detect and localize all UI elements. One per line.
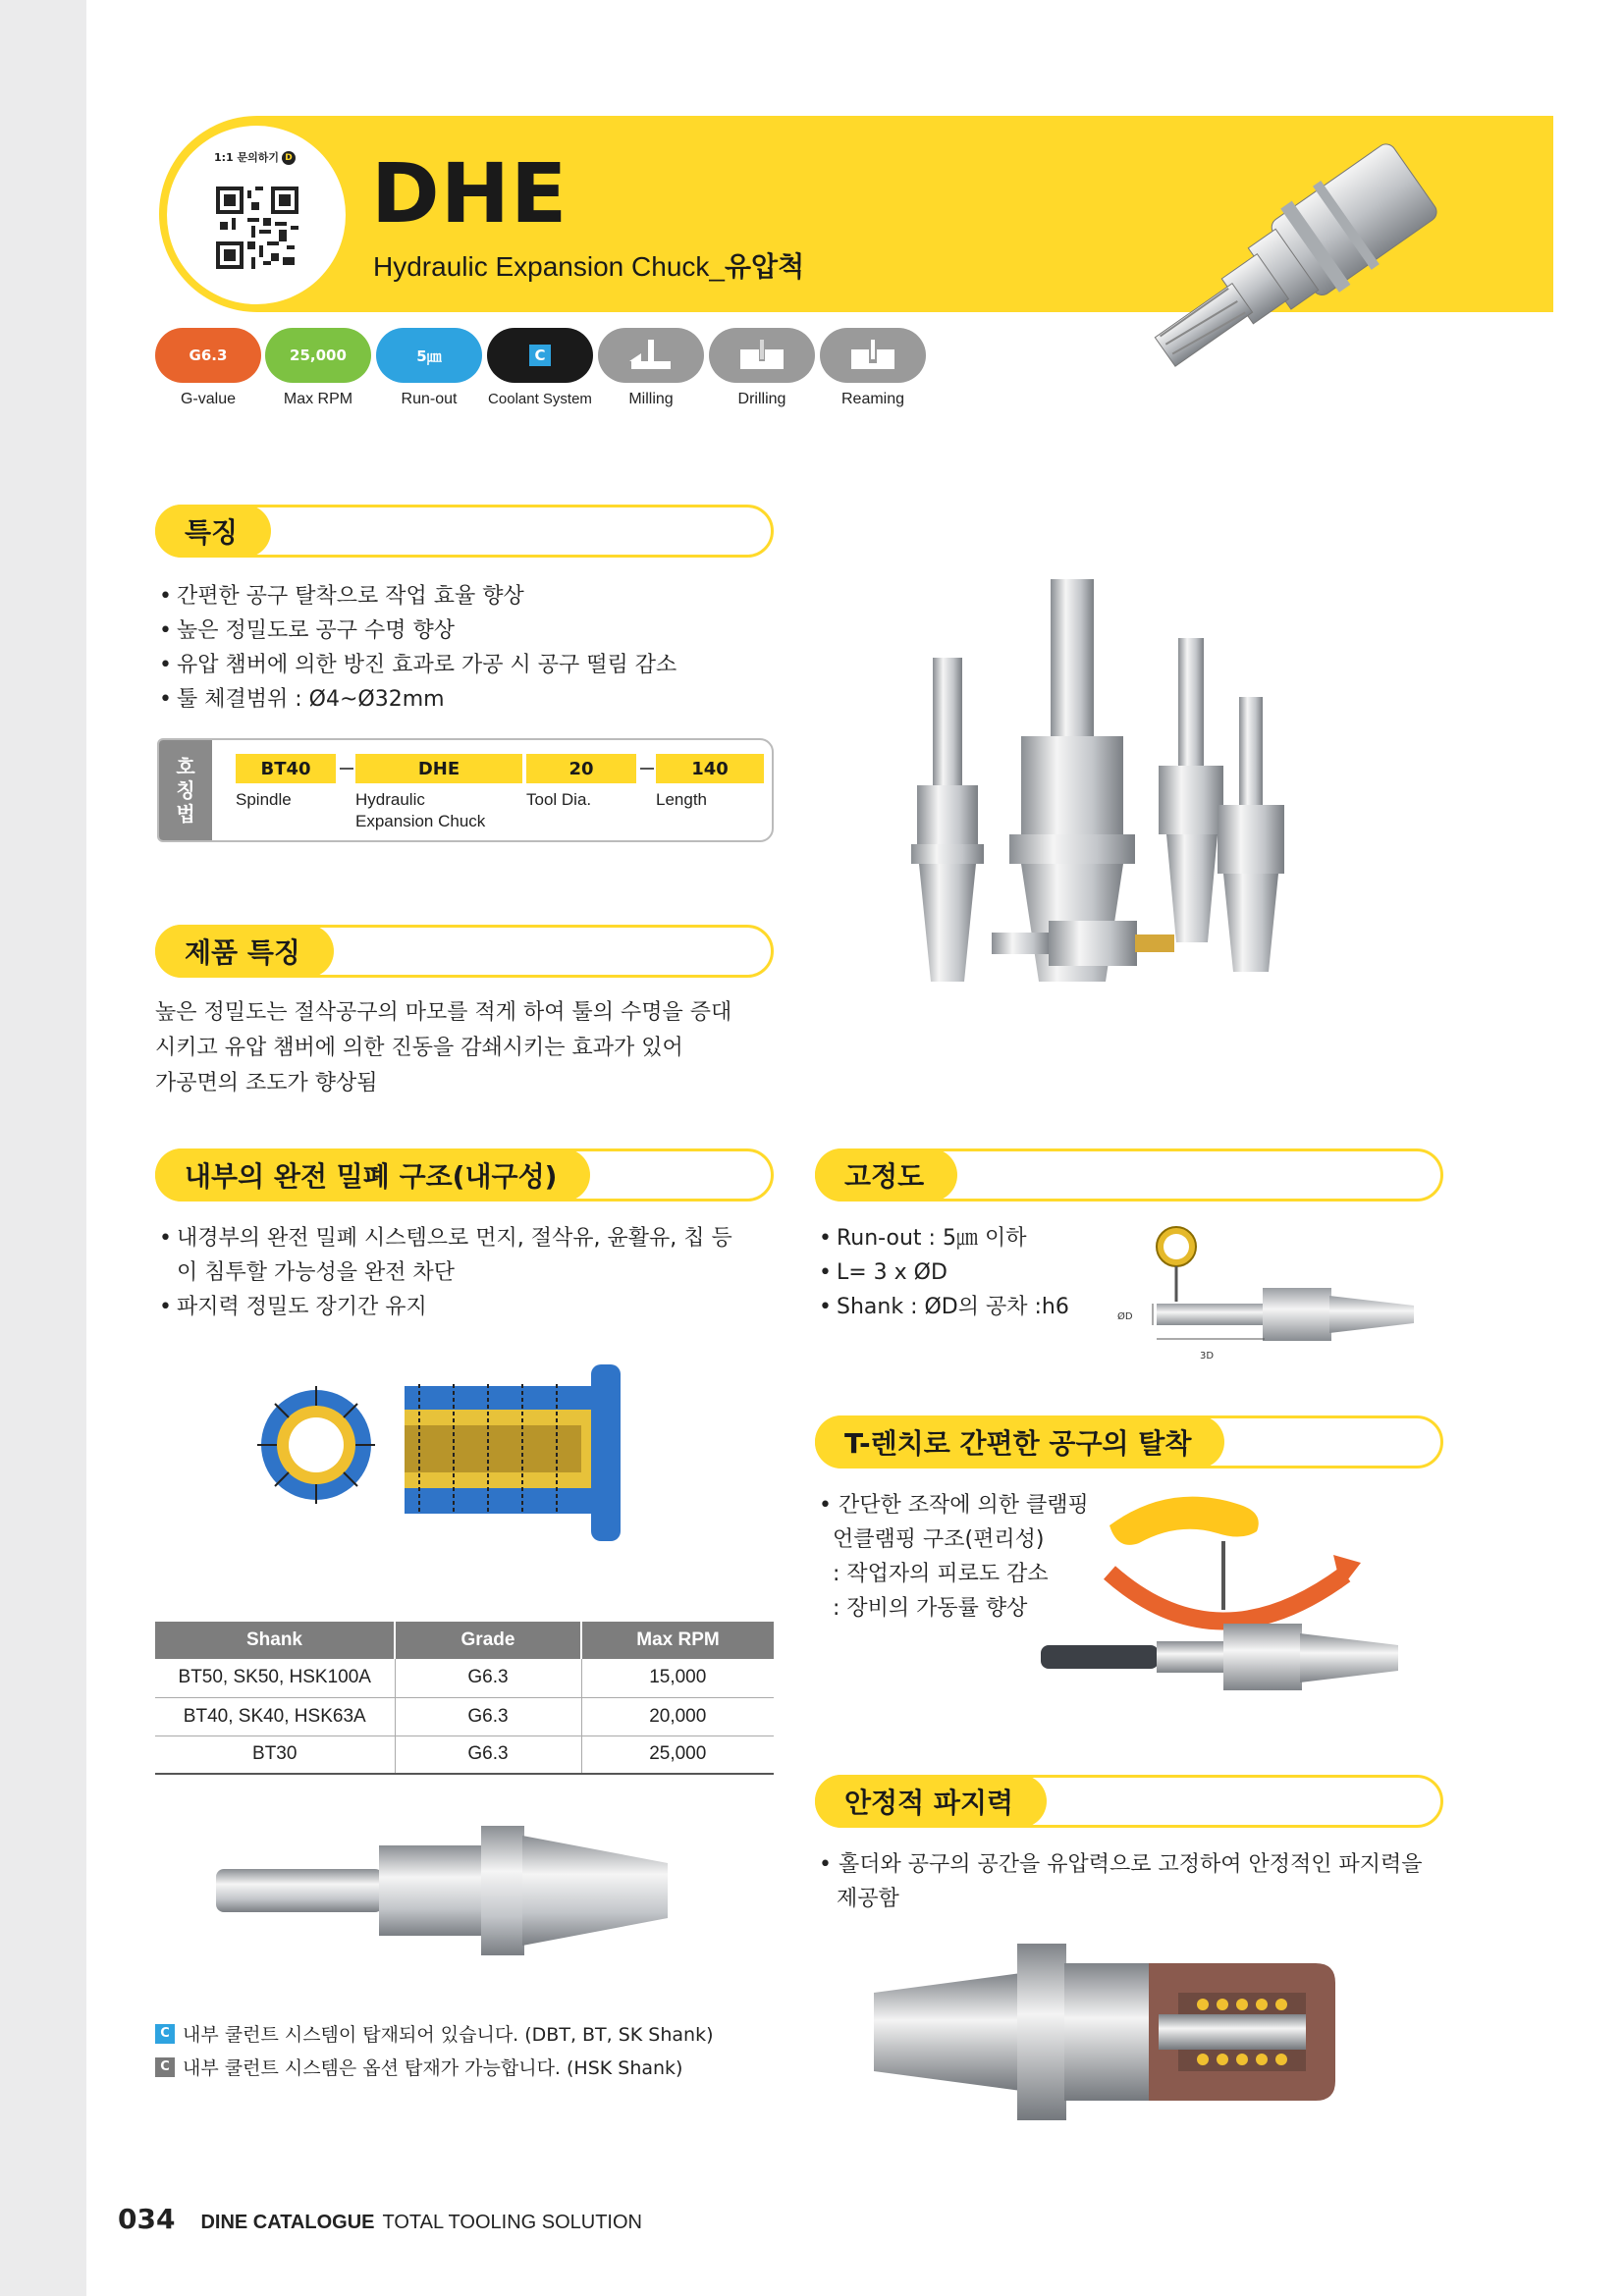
table-header-max-rpm: Max RPM [581,1622,774,1659]
naming-code-diameter: 20 [526,754,636,783]
diagram-label-length: 3D [1200,1351,1215,1362]
section-grip [815,1775,1443,1828]
section-rigidity-title: 고정도 [815,1148,957,1201]
list-item: : 장비의 가동률 향상 [833,1596,1028,1621]
coolant-c-icon: C [155,2057,175,2077]
section-product-features [155,925,774,978]
page-title: DHE [371,145,568,241]
chat-icon: D [282,151,296,165]
spec-coolant-pill [487,328,593,383]
list-item: • 툴 체결범위 : Ø4~Ø32mm [159,682,768,717]
coolant-c-icon: C [155,2024,175,2044]
coolant-note-2: C 내부 쿨런트 시스템은 옵션 탑재가 가능합니다. (HSK Shank) [155,2054,682,2080]
section-features [155,505,774,558]
milling-icon [598,328,704,383]
product-image-chuck-side [206,1812,697,1979]
naming-convention-box [157,738,774,842]
naming-code-chuck: DHE [355,754,522,783]
section-sealed-structure-title: 내부의 완전 밀폐 구조(내구성) [155,1148,590,1201]
list-item: • 유압 챔버에 의한 방진 효과로 가공 시 공구 떨림 감소 [159,648,768,682]
product-image-group [884,569,1335,1001]
coolant-note-1: C 내부 쿨런트 시스템이 탑재되어 있습니다. (DBT, BT, SK Shank) [155,2020,714,2047]
section-t-wrench [815,1415,1443,1468]
page-margin-bar [0,0,86,2296]
t-wrench-image [1021,1482,1434,1708]
list-item: • Run-out : 5㎛ 이하 [819,1221,1133,1255]
list-item: • 내경부의 완전 밀폐 시스템으로 먼지, 절삭유, 윤활유, 칩 등이 침투할 가능성을 완전 차단 [159,1221,748,1290]
reaming-icon [820,328,926,383]
naming-dash [340,768,353,770]
list-item: 언클램핑 구조(편리성) [833,1527,1045,1552]
section-sealed-structure [155,1148,774,1201]
table-header-shank: Shank [155,1622,395,1659]
footer-brand: DINE CATALOGUE [200,2212,375,2233]
qr-caption: 1:1 문의하기 D [214,149,296,165]
naming-label-length: Length [656,790,707,809]
sealed-structure-diagram [257,1364,650,1551]
diagram-label-diameter: ØD [1117,1311,1133,1322]
section-product-features-title: 제품 특징 [155,925,334,978]
spec-label-run-out: Run-out [401,391,458,407]
spec-run-out-pill: 5㎛ [376,328,482,383]
sealed-list [159,1221,748,1324]
naming-label-spindle: Spindle [236,790,292,809]
naming-code-spindle: BT40 [236,754,336,783]
spec-label-drilling: Drilling [737,391,786,407]
list-item: • L= 3 x ØD [819,1255,1133,1290]
table-row: BT50, SK50, HSK100A G6.3 15,000 [155,1659,774,1697]
section-t-wrench-title: T-렌치로 간편한 공구의 탈착 [815,1415,1224,1468]
spec-label-milling: Milling [628,391,674,407]
product-image-header [1119,118,1453,432]
section-grip-title: 안정적 파지력 [815,1775,1047,1828]
spec-label-max-rpm: Max RPM [283,391,353,407]
features-list [159,579,768,717]
drilling-icon [709,328,815,383]
shank-table [155,1622,774,1775]
grip-cutaway-image [864,1924,1375,2140]
list-item: • 높은 정밀도로 공구 수명 향상 [159,614,768,648]
list-item: • 간단한 조작에 의한 클램핑 [819,1493,1089,1518]
naming-dash [640,768,654,770]
table-row: BT30 G6.3 25,000 [155,1735,774,1774]
table-header-grade: Grade [395,1622,581,1659]
naming-label-diameter: Tool Dia. [526,790,592,809]
page-subtitle: Hydraulic Expansion Chuck_유압척 [373,250,805,283]
spec-label-g-value: G-value [180,391,237,407]
naming-label-chuck: Hydraulic Expansion Chuck [355,790,486,830]
grip-text: • 홀더와 공구의 공간을 유압력으로 고정하여 안정적인 파지력을 제공함 [819,1852,1423,1911]
section-features-title: 특징 [155,505,271,558]
list-item: : 작업자의 피로도 감소 [833,1562,1049,1586]
page-number: 034 [118,2203,176,2235]
spec-max-rpm-pill: 25,000 [265,328,371,383]
runout-diagram [1110,1225,1424,1362]
rigidity-list [819,1221,1133,1324]
page-footer [118,2203,642,2235]
section-rigidity [815,1148,1443,1201]
list-item: • 간편한 공구 탈착으로 작업 효율 향상 [159,579,768,614]
table-row: BT40, SK40, HSK63A G6.3 20,000 [155,1697,774,1735]
list-item: • 파지력 정밀도 장기간 유지 [159,1290,748,1324]
list-item: • Shank : ØD의 공차 :h6 [819,1290,1133,1324]
qr-code[interactable] [216,187,298,269]
naming-code-length: 140 [656,754,764,783]
spec-label-coolant: Coolant System [488,391,592,407]
coolant-c-icon: C [529,345,551,366]
footer-tagline: TOTAL TOOLING SOLUTION [382,2212,642,2233]
naming-side-label: 호 칭 법 [159,740,212,840]
spec-label-reaming: Reaming [840,391,905,407]
spec-g-value-pill: G6.3 [155,328,261,383]
product-features-text: 높은 정밀도는 절삭공구의 마모를 적게 하여 툴의 수명을 증대 시키고 유압 챔버에 의한 진동을 감쇄시키는 효과가 있어 가공면의 조도가 향상됨 [155,1000,732,1095]
